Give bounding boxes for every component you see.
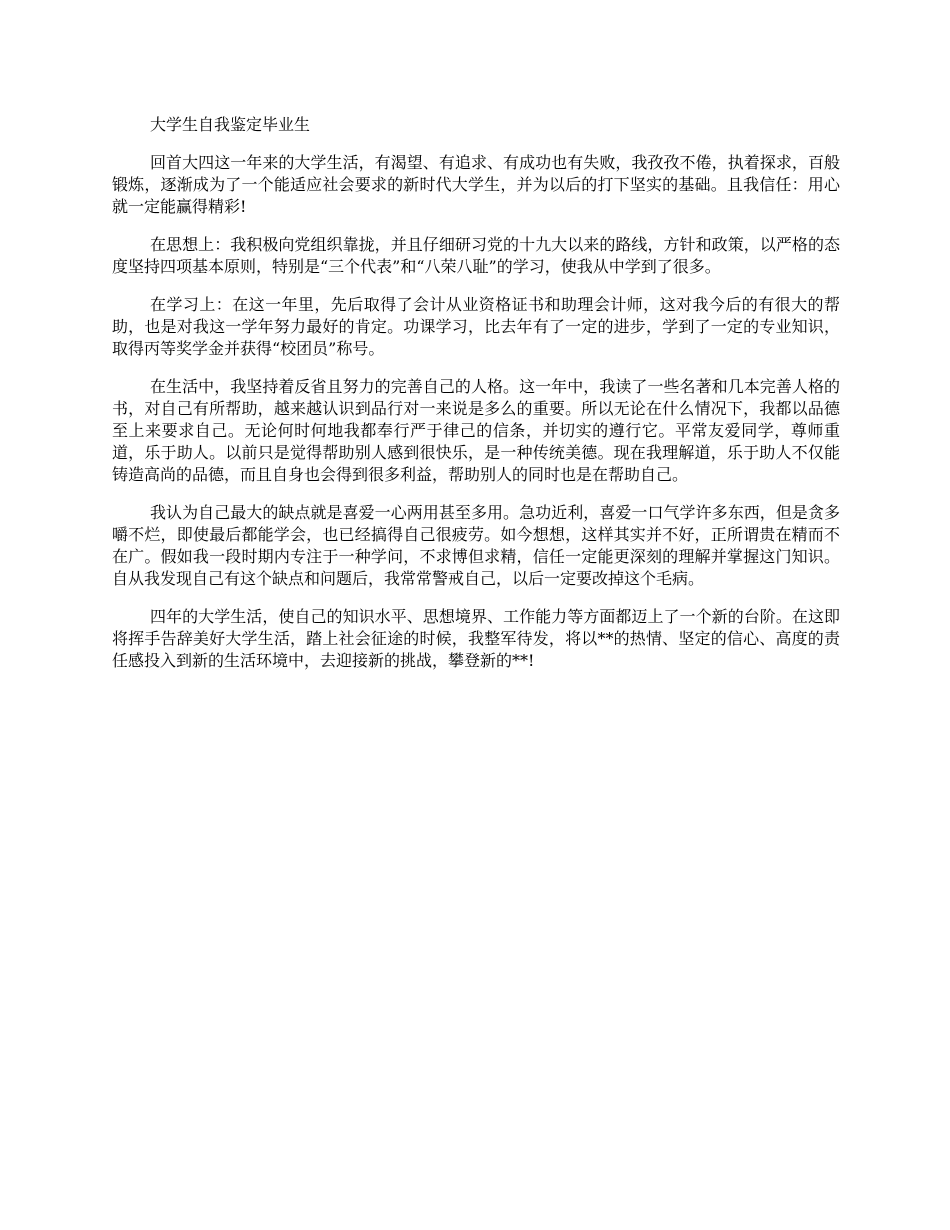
paragraph-life: 在生活中，我坚持着反省且努力的完善自己的人格。这一年中，我读了一些名著和几本完善人格的书，对自己有所帮助，越来越认识到品行对一来说是多么的重要。所以无论在什么情况下，我都以品德至上来要求自己。无论何时何地我都奉行严于律己的信条，并切实的遵行它。平常友爱同学，尊师重道，乐于助人。以前只是觉得帮助别人感到很快乐，是一种传统美德。现在我理解道，乐于助人不仅能铸造高尚的品德，而且自身也会得到很多利益，帮助别人的同时也是在帮助自己。 <box>112 377 840 484</box>
paragraph-conclusion: 四年的大学生活，使自己的知识水平、思想境界、工作能力等方面都迈上了一个新的台阶。在这即将挥手告辞美好大学生活，踏上社会征途的时候，我整军待发，将以**的热情、坚定的信心、高度的责任感投入到新的生活环境中，去迎接新的挑战，攀登新的**! <box>112 607 840 670</box>
document-page <box>112 114 840 688</box>
document-title: 大学生自我鉴定毕业生 <box>150 115 311 134</box>
paragraph-study: 在学习上：在这一年里，先后取得了会计从业资格证书和助理会计师，这对我今后的有很大的帮助，也是对我这一学年努力最好的肯定。功课学习，比去年有了一定的进步，学到了一定的专业知识，取得丙等奖学金并获得“校团员”称号。 <box>112 295 840 358</box>
paragraph-ideology: 在思想上：我积极向党组织靠拢，并且仔细研习党的十九大以来的路线，方针和政策，以严格的态度坚持四项基本原则，特别是“三个代表”和“八荣八耻”的学习，使我从中学到了很多。 <box>112 235 840 276</box>
paragraph-intro: 回首大四这一年来的大学生活，有渴望、有追求、有成功也有失败，我孜孜不倦，执着探求，百般锻炼，逐渐成为了一个能适应社会要求的新时代大学生，并为以后的打下坚实的基础。且我信任：用心就一定能赢得精彩! <box>112 153 840 216</box>
paragraph-shortcomings: 我认为自己最大的缺点就是喜爱一心两用甚至多用。急功近利，喜爱一口气学许多东西，但是贪多嚼不烂，即使最后都能学会，也已经搞得自己很疲劳。如今想想，这样其实并不好，正所谓贵在精而不在广。假如我一段时期内专注于一种学问，不求博但求精，信任一定能更深刻的理解并掌握这门知识。自从我发现自己有这个缺点和问题后，我常常警戒自己，以后一定要改掉这个毛病。 <box>112 503 840 588</box>
